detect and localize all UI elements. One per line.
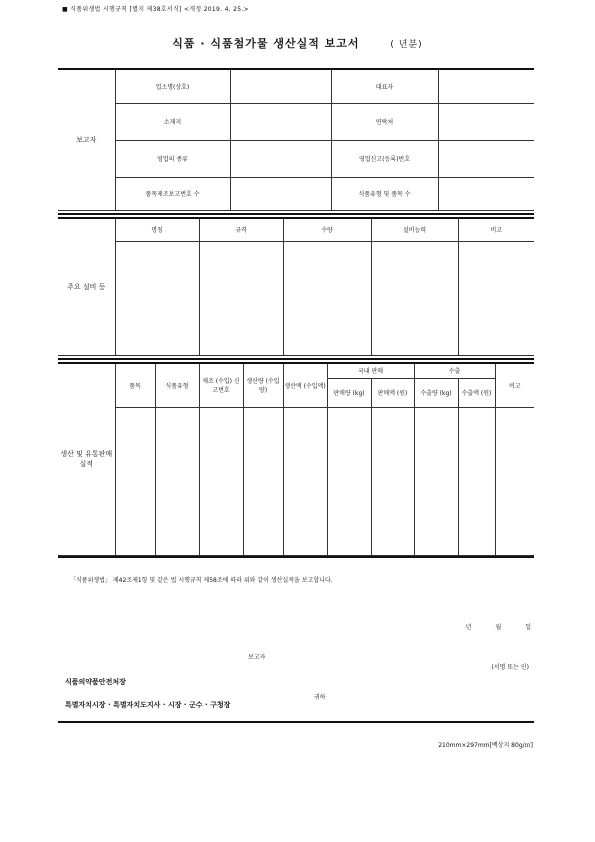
signature-mark: (서명 또는 인) [491, 664, 529, 671]
field-label-business-type: 영업의 종류 [115, 140, 230, 177]
field-value-business-type[interactable] [230, 140, 331, 177]
prod-header-quantity: 생산량 (수입량) [243, 363, 283, 407]
facility-header-spec: 규격 [199, 218, 283, 242]
facilities-table [58, 217, 534, 357]
form-header-note: ■ 식품위생법 시행규칙 [별지 제38호서식] <개정 2019. 4. 25.> [62, 6, 249, 13]
production-table [58, 362, 534, 556]
prod-cell-export-qty[interactable] [414, 407, 458, 555]
prod-cell-domestic-qty[interactable] [327, 407, 371, 555]
field-label-food-type-count: 식품유형 및 품목 수 [331, 177, 438, 210]
prod-subheader-export-amt: 수출액 (원) [458, 378, 495, 407]
field-value-food-type-count[interactable] [438, 177, 534, 210]
prod-header-amount: 생산액 (수입액) [283, 363, 327, 407]
prod-header-domestic: 국내 판매 [327, 363, 414, 378]
field-label-business-name: 업소명(상호) [115, 69, 230, 103]
prod-subheader-domestic-amt: 판매액 (원) [371, 378, 414, 407]
field-value-item-report-count[interactable] [230, 177, 331, 210]
honorific: 귀하 [314, 694, 326, 701]
field-label-address: 소재지 [115, 103, 230, 140]
prod-cell-quantity[interactable] [243, 407, 283, 555]
bottom-divider [58, 721, 534, 723]
facility-header-remarks: 비고 [458, 218, 534, 242]
prod-header-report-no: 제조 (수입) 신고번호 [199, 363, 243, 407]
field-label-representative: 대표자 [331, 69, 438, 103]
prod-header-remarks: 비고 [495, 363, 534, 407]
prod-cell-item[interactable] [115, 407, 155, 555]
report-form [58, 68, 534, 556]
signer-label: 보고자 [248, 654, 266, 661]
field-value-address[interactable] [230, 103, 331, 140]
facility-header-name: 명칭 [115, 218, 199, 242]
field-value-representative[interactable] [438, 69, 534, 103]
facility-cell-quantity[interactable] [283, 242, 371, 356]
document-title [0, 35, 595, 51]
prod-cell-report-no[interactable] [199, 407, 243, 555]
field-value-registration-no[interactable] [438, 140, 534, 177]
recipient-ministry: 식품의약품안전처장 [65, 678, 126, 686]
facility-cell-remarks[interactable] [458, 242, 534, 356]
facility-cell-name[interactable] [115, 242, 199, 356]
production-section-label: 생산 및 유통판매 실적 [58, 363, 115, 555]
reporter-table [58, 68, 534, 211]
facility-header-quantity: 수량 [283, 218, 371, 242]
facility-header-capacity: 설비능력 [371, 218, 458, 242]
prod-cell-export-amt[interactable] [458, 407, 495, 555]
prod-subheader-domestic-qty: 판매량 (kg) [327, 378, 371, 407]
field-value-contact[interactable] [438, 103, 534, 140]
paper-size-note: 210mm×297mm[백상지 80g/㎡] [438, 742, 533, 749]
field-value-business-name[interactable] [230, 69, 331, 103]
date-line: 년 월 일 [465, 624, 531, 631]
period-text: ( 년분) [390, 40, 423, 50]
field-label-registration-no: 영업신고(등록)번호 [331, 140, 438, 177]
prod-header-export: 수출 [414, 363, 495, 378]
facility-cell-capacity[interactable] [371, 242, 458, 356]
facilities-section-label: 주요 설비 등 [58, 218, 115, 356]
field-label-contact: 연락처 [331, 103, 438, 140]
prod-cell-domestic-amt[interactable] [371, 407, 414, 555]
field-label-item-report-count: 품목제조보고번호 수 [115, 177, 230, 210]
prod-cell-amount[interactable] [283, 407, 327, 555]
reporter-section-label: 보고자 [58, 69, 115, 210]
prod-cell-food-type[interactable] [155, 407, 199, 555]
prod-cell-remarks[interactable] [495, 407, 534, 555]
recipient-local-government: 특별자치시장 · 특별자치도지사 · 시장 · 군수 · 구청장 [65, 701, 231, 709]
prod-header-food-type: 식품유형 [155, 363, 199, 407]
prod-header-item: 품목 [115, 363, 155, 407]
prod-subheader-export-qty: 수출량 (kg) [414, 378, 458, 407]
facility-cell-spec[interactable] [199, 242, 283, 356]
footer-divider [58, 556, 534, 558]
statement-text: 「식품위생법」 제42조제1항 및 같은 법 시행규칙 제58조에 따라 위와 같이 생산실적을 보고합니다. [70, 577, 333, 584]
title-text: 식품 · 식품첨가물 생산실적 보고서 [172, 37, 360, 50]
